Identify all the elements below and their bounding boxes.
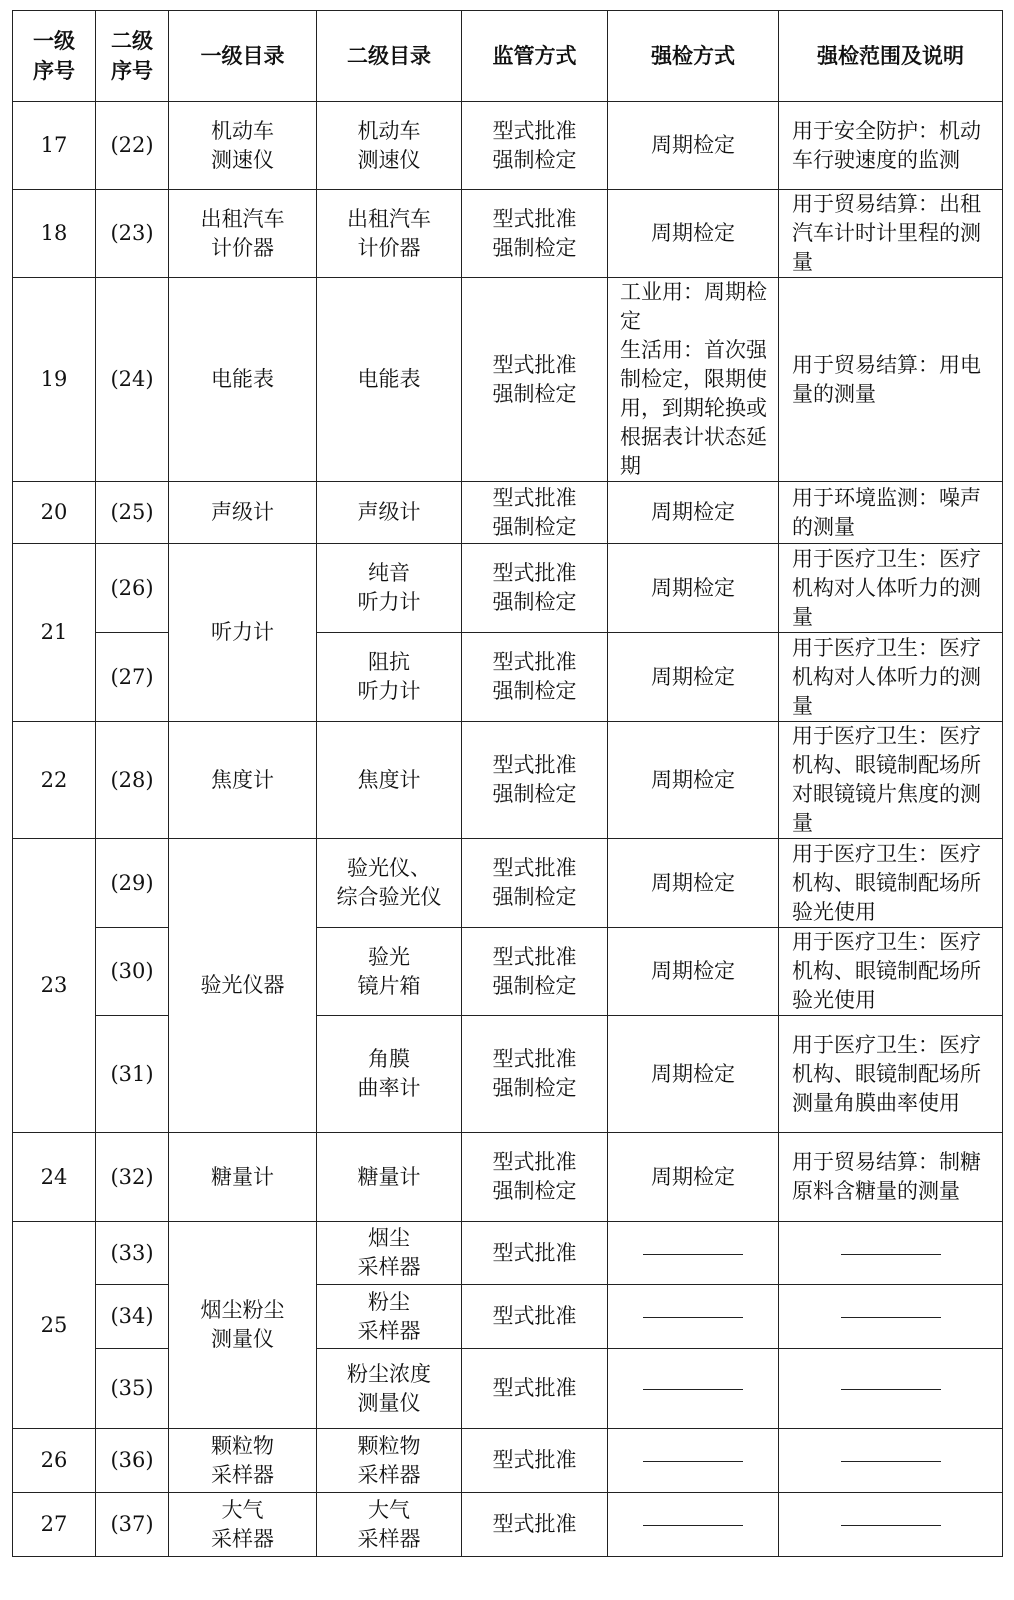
supervision-method: 型式批准 (462, 1493, 608, 1557)
level2-no: (30) (96, 928, 169, 1016)
supervision-method: 型式批准 (462, 1429, 608, 1493)
level1-catalog: 验光仪器 (169, 839, 317, 1133)
level1-catalog: 烟尘粉尘 测量仪 (169, 1222, 317, 1429)
inspection-method: 周期检定 (608, 722, 779, 839)
level2-catalog: 粉尘 采样器 (317, 1285, 462, 1349)
dash-line (643, 1461, 743, 1462)
supervision-method: 型式批准 强制检定 (462, 928, 608, 1016)
level2-no: (34) (96, 1285, 169, 1349)
table-row (13, 839, 1003, 928)
scope-note: 用于安全防护：机动车行驶速度的监测 (779, 102, 1003, 190)
dash-line (643, 1525, 743, 1526)
table-row (13, 1285, 1003, 1349)
level1-no: 20 (13, 482, 96, 544)
supervision-method: 型式批准 强制检定 (462, 482, 608, 544)
header-supervision: 监管方式 (462, 11, 608, 102)
level1-catalog: 机动车 测速仪 (169, 102, 317, 190)
level2-no: (22) (96, 102, 169, 190)
level2-catalog: 机动车 测速仪 (317, 102, 462, 190)
inspection-empty (608, 1285, 779, 1349)
level2-no: (25) (96, 482, 169, 544)
level2-no: (35) (96, 1349, 169, 1429)
inspection-method: 周期检定 (608, 1133, 779, 1222)
scope-note: 用于医疗卫生：医疗机构、眼镜制配场所对眼镜镜片焦度的测量 (779, 722, 1003, 839)
inspection-method: 周期检定 (608, 102, 779, 190)
level1-no: 22 (13, 722, 96, 839)
level1-catalog: 声级计 (169, 482, 317, 544)
level2-catalog: 纯音 听力计 (317, 544, 462, 633)
dash-line (841, 1461, 941, 1462)
level2-catalog: 电能表 (317, 278, 462, 482)
level2-no: (26) (96, 544, 169, 633)
inspection-method: 周期检定 (608, 190, 779, 278)
level2-catalog: 焦度计 (317, 722, 462, 839)
level1-no: 17 (13, 102, 96, 190)
level1-no: 26 (13, 1429, 96, 1493)
level1-no: 19 (13, 278, 96, 482)
dash-line (841, 1389, 941, 1390)
scope-note: 用于贸易结算：用电量的测量 (779, 278, 1003, 482)
level2-catalog: 粉尘浓度 测量仪 (317, 1349, 462, 1429)
supervision-method: 型式批准 强制检定 (462, 1016, 608, 1133)
header-level1-no: 一级 序号 (13, 11, 96, 102)
level1-no: 24 (13, 1133, 96, 1222)
table-row (13, 102, 1003, 190)
dash-line (643, 1317, 743, 1318)
level1-no: 27 (13, 1493, 96, 1557)
inspection-empty (608, 1349, 779, 1429)
level2-no: (24) (96, 278, 169, 482)
inspection-method: 工业用：周期检定 生活用：首次强制检定，限期使用，到期轮换或根据表计状态延期 (608, 278, 779, 482)
header-level2-no: 二级 序号 (96, 11, 169, 102)
scope-note: 用于环境监测：噪声的测量 (779, 482, 1003, 544)
level2-no: (29) (96, 839, 169, 928)
header-level1-catalog: 一级目录 (169, 11, 317, 102)
level2-no: (37) (96, 1493, 169, 1557)
supervision-method: 型式批准 强制检定 (462, 633, 608, 722)
table-row (13, 1133, 1003, 1222)
level1-catalog: 颗粒物 采样器 (169, 1429, 317, 1493)
dash-line (643, 1254, 743, 1255)
table-row (13, 1493, 1003, 1557)
scope-empty (779, 1349, 1003, 1429)
level1-catalog: 听力计 (169, 544, 317, 722)
inspection-method: 周期检定 (608, 482, 779, 544)
scope-note: 用于贸易结算：制糖原料含糖量的测量 (779, 1133, 1003, 1222)
scope-note: 用于医疗卫生：医疗机构、眼镜制配场所验光使用 (779, 839, 1003, 928)
level2-no: (32) (96, 1133, 169, 1222)
level2-catalog: 声级计 (317, 482, 462, 544)
level2-no: (23) (96, 190, 169, 278)
level1-no: 21 (13, 544, 96, 722)
header-inspection: 强检方式 (608, 11, 779, 102)
table-row (13, 278, 1003, 482)
level1-no: 23 (13, 839, 96, 1133)
supervision-method: 型式批准 强制检定 (462, 190, 608, 278)
dash-line (841, 1254, 941, 1255)
level1-no: 25 (13, 1222, 96, 1429)
table-row (13, 722, 1003, 839)
level2-catalog: 糖量计 (317, 1133, 462, 1222)
level1-no: 18 (13, 190, 96, 278)
level2-catalog: 阻抗 听力计 (317, 633, 462, 722)
table-row (13, 1429, 1003, 1493)
inspection-empty (608, 1222, 779, 1285)
scope-empty (779, 1285, 1003, 1349)
level1-catalog: 出租汽车 计价器 (169, 190, 317, 278)
scope-note: 用于医疗卫生：医疗机构、眼镜制配场所测量角膜曲率使用 (779, 1016, 1003, 1133)
level2-catalog: 大气 采样器 (317, 1493, 462, 1557)
supervision-method: 型式批准 强制检定 (462, 102, 608, 190)
table-row (13, 928, 1003, 1016)
dash-line (841, 1317, 941, 1318)
level2-catalog: 出租汽车 计价器 (317, 190, 462, 278)
supervision-method: 型式批准 强制检定 (462, 722, 608, 839)
supervision-method: 型式批准 (462, 1349, 608, 1429)
supervision-method: 型式批准 强制检定 (462, 839, 608, 928)
level2-catalog: 验光仪、 综合验光仪 (317, 839, 462, 928)
level2-no: (36) (96, 1429, 169, 1493)
dash-line (643, 1389, 743, 1390)
supervision-method: 型式批准 强制检定 (462, 544, 608, 633)
header-scope: 强检范围及说明 (779, 11, 1003, 102)
table-row (13, 633, 1003, 722)
header-row (13, 11, 1003, 102)
inspection-empty (608, 1493, 779, 1557)
supervision-method: 型式批准 (462, 1222, 608, 1285)
supervision-method: 型式批准 强制检定 (462, 278, 608, 482)
supervision-method: 型式批准 强制检定 (462, 1133, 608, 1222)
level2-catalog: 颗粒物 采样器 (317, 1429, 462, 1493)
supervision-method: 型式批准 (462, 1285, 608, 1349)
level2-no: (28) (96, 722, 169, 839)
level2-no: (31) (96, 1016, 169, 1133)
level2-no: (33) (96, 1222, 169, 1285)
table-row (13, 1016, 1003, 1133)
scope-note: 用于医疗卫生：医疗机构对人体听力的测量 (779, 544, 1003, 633)
level1-catalog: 焦度计 (169, 722, 317, 839)
level2-catalog: 烟尘 采样器 (317, 1222, 462, 1285)
table-row (13, 544, 1003, 633)
scope-empty (779, 1429, 1003, 1493)
level1-catalog: 大气 采样器 (169, 1493, 317, 1557)
table-row (13, 190, 1003, 278)
level1-catalog: 电能表 (169, 278, 317, 482)
inspection-method: 周期检定 (608, 1016, 779, 1133)
table-row (13, 482, 1003, 544)
inspection-method: 周期检定 (608, 928, 779, 1016)
metrology-catalog-table (12, 10, 1003, 1557)
scope-note: 用于医疗卫生：医疗机构、眼镜制配场所验光使用 (779, 928, 1003, 1016)
inspection-method: 周期检定 (608, 544, 779, 633)
scope-note: 用于贸易结算：出租汽车计时计里程的测量 (779, 190, 1003, 278)
scope-empty (779, 1493, 1003, 1557)
table-row (13, 1222, 1003, 1285)
inspection-method: 周期检定 (608, 839, 779, 928)
header-level2-catalog: 二级目录 (317, 11, 462, 102)
table-row (13, 1349, 1003, 1429)
level2-no: (27) (96, 633, 169, 722)
level2-catalog: 验光 镜片箱 (317, 928, 462, 1016)
inspection-empty (608, 1429, 779, 1493)
level2-catalog: 角膜 曲率计 (317, 1016, 462, 1133)
inspection-method: 周期检定 (608, 633, 779, 722)
scope-empty (779, 1222, 1003, 1285)
scope-note: 用于医疗卫生：医疗机构对人体听力的测量 (779, 633, 1003, 722)
dash-line (841, 1525, 941, 1526)
level1-catalog: 糖量计 (169, 1133, 317, 1222)
